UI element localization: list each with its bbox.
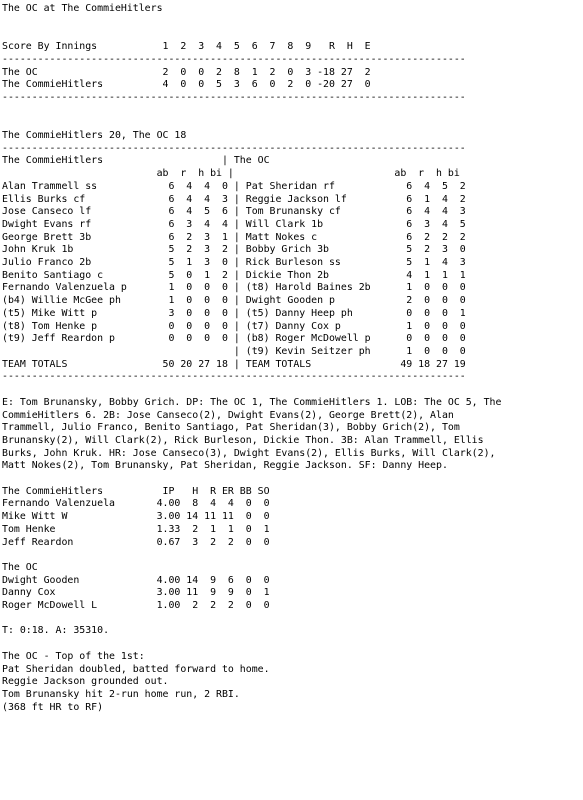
pbp-line: Reggie Jackson grounded out.	[2, 676, 169, 688]
pbp-line: (368 ft HR to RF)	[2, 701, 104, 713]
box-row: Alan Trammell ss 6 4 4 0 | Pat Sheridan rf 6 4 5 2	[2, 180, 466, 192]
box-row: (t5) Mike Witt p 3 0 0 0 | (t5) Danny Heep ph 0 0 0 1	[2, 307, 466, 319]
rule-line: ------------------------------------------------------------------------------	[2, 371, 466, 383]
box-row: Jose Canseco lf 6 4 5 6 | Tom Brunansky cf 6 4 4 3	[2, 206, 466, 218]
blank-line	[2, 105, 583, 118]
notes-line: Brunansky(2), Will Clark(2), Rick Burleson, Dickie Thon. 3B: Alan Trammell, Ellis	[2, 434, 484, 446]
blank-line	[2, 473, 583, 486]
rule-line: ------------------------------------------------------------------------------	[2, 53, 466, 65]
linescore-header: Score By Innings 1 2 3 4 5 6 7 8 9 R H E	[2, 41, 371, 53]
blank-line	[2, 384, 583, 397]
notes-line: E: Tom Brunansky, Bobby Grich. DP: The OC 1, The CommieHitlers 1. LOB: The OC 5, The	[2, 396, 502, 408]
linescore-row-away: The OC 2 0 0 2 8 1 2 0 3 -18 27 2	[2, 66, 371, 78]
pitching-header-away: The OC	[2, 561, 38, 573]
box-row: Ellis Burks cf 6 4 4 3 | Reggie Jackson lf 6 1 4 2	[2, 193, 466, 205]
notes-line: Burks, John Kruk. HR: Jose Canseco(3), Dwight Evans(2), Ellis Burks, Will Clark(2),	[2, 447, 496, 459]
pbp-inning-header: The OC - Top of the 1st:	[2, 650, 145, 662]
box-row: Julio Franco 2b 5 1 3 0 | Rick Burleson ss 5 1 4 3	[2, 257, 466, 269]
blank-line	[2, 549, 583, 562]
pitching-row: Jeff Reardon 0.67 3 2 2 0 0	[2, 536, 270, 548]
box-row: (b4) Willie McGee ph 1 0 0 0 | Dwight Gooden p 2 0 0 0	[2, 295, 466, 307]
pitching-row: Tom Henke 1.33 2 1 1 0 1	[2, 523, 270, 535]
notes-line: CommieHitlers 6. 2B: Jose Canseco(2), Dwight Evans(2), George Brett(2), Alan	[2, 409, 454, 421]
blank-line	[2, 28, 583, 41]
blank-line	[2, 638, 583, 651]
box-row: Dwight Evans rf 6 3 4 4 | Will Clark 1b 6 3 4 5	[2, 218, 466, 230]
box-row: Benito Santiago c 5 0 1 2 | Dickie Thon 2b 4 1 1 1	[2, 269, 466, 281]
notes-line: Trammell, Julio Franco, Benito Santiago, Pat Sheridan(3), Bobby Grich(2), Tom	[2, 422, 460, 434]
pitching-row: Mike Witt W 3.00 14 11 11 0 0	[2, 511, 270, 523]
notes-line: Matt Nokes(2), Tom Brunansky, Pat Sheridan, Reggie Jackson. SF: Danny Heep.	[2, 460, 448, 472]
pbp-line: Pat Sheridan doubled, batted forward to home.	[2, 663, 270, 675]
pitching-header-home: The CommieHitlers IP H R ER BB SO	[2, 485, 270, 497]
pbp-line: Tom Brunansky hit 2-run home run, 2 RBI.	[2, 688, 240, 700]
box-row: George Brett 3b 6 2 3 1 | Matt Nokes c 6 2 2 2	[2, 231, 466, 243]
rule-line: ------------------------------------------------------------------------------	[2, 91, 466, 103]
final-score: The CommieHitlers 20, The OC 18	[2, 130, 187, 142]
pitching-row: Roger McDowell L 1.00 2 2 2 0 0	[2, 600, 270, 612]
box-team-totals: TEAM TOTALS 50 20 27 18 | TEAM TOTALS 49 18 27 19	[2, 358, 466, 370]
blank-line	[2, 16, 583, 29]
box-row: John Kruk 1b 5 2 3 2 | Bobby Grich 3b 5 2 3 0	[2, 244, 466, 256]
box-row: (t8) Tom Henke p 0 0 0 0 | (t7) Danny Cox p 1 0 0 0	[2, 320, 466, 332]
box-row: (t9) Jeff Reardon p 0 0 0 0 | (b8) Roger McDowell p 0 0 0 0	[2, 333, 466, 345]
box-row: | (t9) Kevin Seitzer ph 1 0 0 0	[2, 345, 466, 357]
pitching-row: Fernando Valenzuela 4.00 8 4 4 0 0	[2, 498, 270, 510]
game-info: T: 0:18. A: 35310.	[2, 625, 110, 637]
box-row: Fernando Valenzuela p 1 0 0 0 | (t8) Harold Baines 2b 1 0 0 0	[2, 282, 466, 294]
pitching-row: Danny Cox 3.00 11 9 9 0 1	[2, 587, 270, 599]
pitching-row: Dwight Gooden 4.00 14 9 6 0 0	[2, 574, 270, 586]
rule-line: ------------------------------------------------------------------------------	[2, 142, 466, 154]
box-column-header: ab r h bi | ab r h bi	[2, 168, 460, 180]
linescore-row-home: The CommieHitlers 4 0 0 5 3 6 0 2 0 -20 27 0	[2, 79, 371, 91]
box-team-header: The CommieHitlers | The OC	[2, 155, 270, 167]
blank-line	[2, 117, 583, 130]
blank-line	[2, 613, 583, 626]
game-title: The OC at The CommieHitlers	[2, 3, 163, 14]
